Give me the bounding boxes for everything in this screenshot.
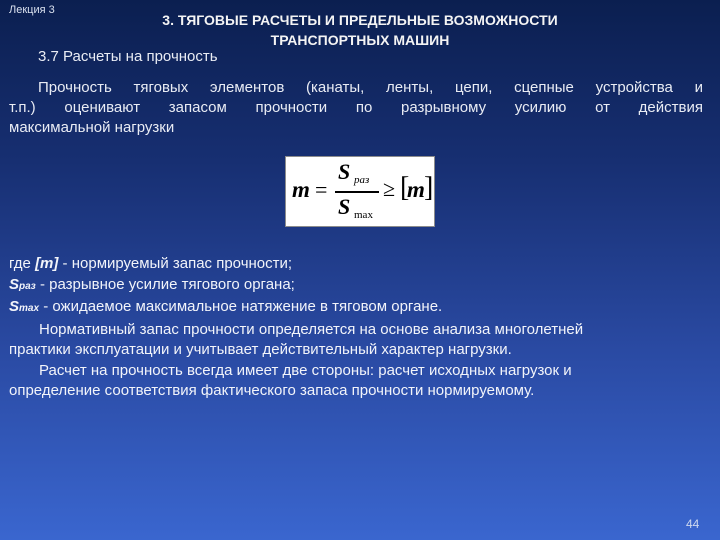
slide-title-line-1: 3. ТЯГОВЫЕ РАСЧЕТЫ И ПРЕДЕЛЬНЫЕ ВОЗМОЖНОСТИ bbox=[162, 12, 558, 28]
definition-subscript-max: max bbox=[19, 303, 40, 314]
formula-fraction-bar bbox=[335, 191, 379, 193]
paragraph-2-line-2: определение соответствия фактического запаса прочности нормируемому. bbox=[9, 382, 535, 399]
definition-symbol-s-raz: S bbox=[9, 275, 20, 293]
paragraph-1-line-1: Нормативный запас прочности определяется на основе анализа многолетней bbox=[39, 320, 584, 338]
formula-bracket-right: ] bbox=[424, 172, 434, 203]
formula-denominator: S bbox=[338, 194, 351, 219]
formula-bracket-left: [ bbox=[400, 172, 410, 203]
intro-line-3: максимальной нагрузки bbox=[9, 119, 175, 136]
formula-rhs: m bbox=[407, 177, 425, 202]
body-text bbox=[9, 254, 709, 402]
paragraph-2-line-1: Расчет на прочность всегда имеет две стороны: расчет исходных нагрузок и bbox=[39, 361, 572, 379]
definition-prefix: где bbox=[9, 255, 36, 272]
formula-numerator-subscript: раз bbox=[354, 174, 370, 186]
definition-line-2 bbox=[9, 275, 709, 298]
definition-subscript-raz: раз bbox=[19, 280, 36, 292]
intro-line-1: Прочность тяговых элементов (канаты, ленты, цепи, сцепные устройства и bbox=[38, 79, 703, 96]
definition-symbol-s-max: S bbox=[9, 298, 20, 315]
safety-factor-formula bbox=[285, 156, 435, 227]
formula-denominator-subscript: max bbox=[354, 209, 373, 221]
formula-equals: = bbox=[315, 177, 328, 202]
section-subtitle: 3.7 Расчеты на прочность bbox=[38, 48, 218, 65]
definition-line-3 bbox=[9, 297, 709, 320]
lecture-label: Лекция 3 bbox=[9, 4, 55, 16]
definition-line-1 bbox=[9, 254, 709, 275]
formula-numerator: S bbox=[338, 159, 351, 184]
definition-text-3: - ожидаемое максимальное натяжение в тяговом органе. bbox=[39, 298, 443, 315]
slide-title-line-2: ТРАНСПОРТНЫХ МАШИН bbox=[270, 32, 450, 48]
intro-paragraph bbox=[9, 78, 703, 138]
intro-line-2: т.п.) оценивают запасом прочности по разрывному усилию от действия bbox=[9, 99, 703, 116]
formula-lhs: m bbox=[292, 177, 310, 202]
formula-relation: ≥ bbox=[383, 176, 396, 201]
definition-text-1: - нормируемый запас прочности; bbox=[58, 255, 293, 272]
definition-symbol-m: [m] bbox=[35, 255, 59, 272]
paragraph-1-line-2: практики эксплуатации и учитывает действительный характер нагрузки. bbox=[9, 341, 512, 358]
slide-title bbox=[140, 10, 580, 50]
definition-text-2: - разрывное усилие тягового органа; bbox=[35, 275, 295, 293]
page-number: 44 bbox=[686, 517, 700, 531]
